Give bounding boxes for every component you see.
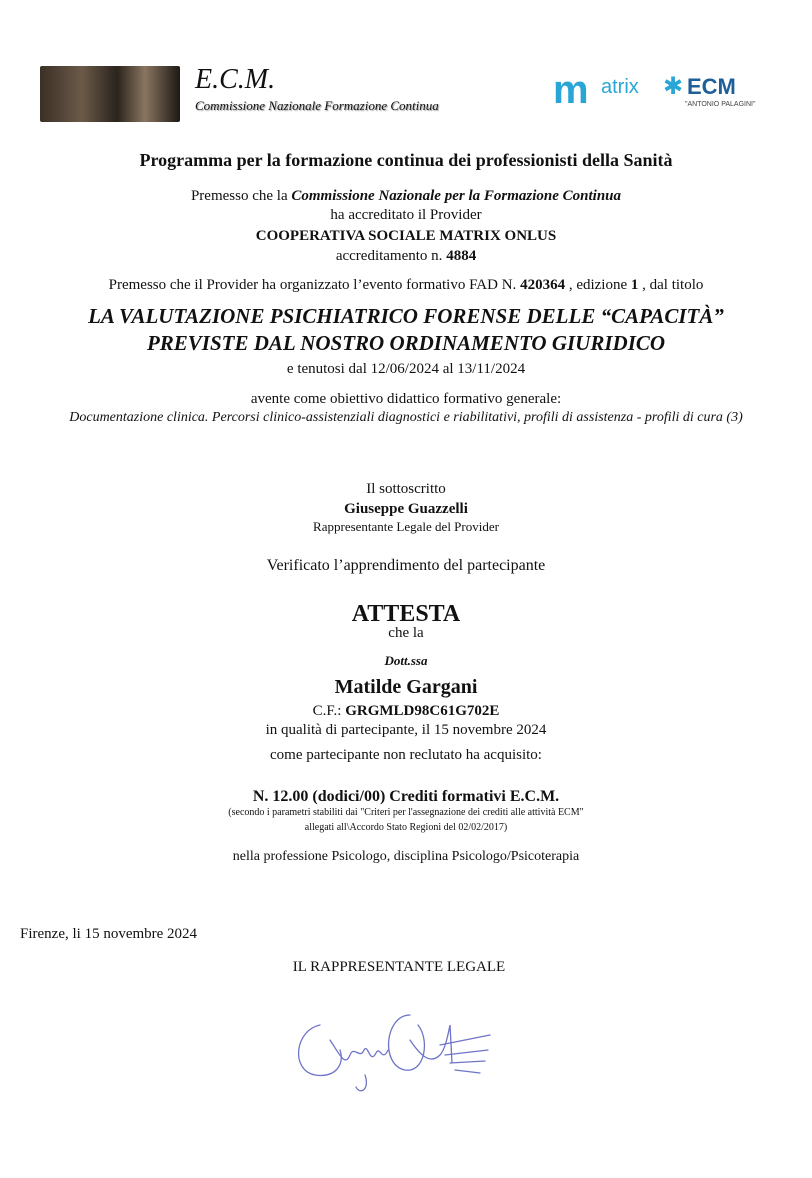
event-dates: e tenutosi dal 12/06/2024 al 13/11/2024 [286, 361, 526, 377]
signature [290, 995, 495, 1100]
fiscal-code-value: GRGMLD98C61G702E [345, 703, 500, 719]
premise-commission [0, 186, 812, 206]
attesta-heading: ATTESTA [351, 601, 461, 627]
certificate-heading: Programma per la formazione continua dei professionisti della Sanità [139, 150, 673, 170]
objective-text: Documentazione clinica. Percorsi clinico-assistenziali diagnostici e riabilitativi, profili di assistenza - profili di cura (3) [69, 410, 743, 425]
objective-label: avente come obiettivo didattico formativo generale: [250, 391, 562, 407]
criteria-line2: allegati all\Accordo Stato Regioni del 02/02/2017) [304, 822, 508, 833]
premise-text: Premesso che la [190, 188, 292, 204]
matrix-logo-m: m [553, 68, 589, 112]
undersigned-label: Il sottoscritto [366, 481, 446, 497]
commission-name: Commissione Nazionale per la Formazione Continua [291, 188, 622, 204]
premise-event-mid: , edizione [565, 277, 631, 293]
matrix-logo-word: atrix [601, 76, 639, 98]
premise-accredited: ha accreditato il Provider [330, 207, 482, 223]
place-date: Firenze, li 15 novembre 2024 [20, 926, 198, 942]
signatory-label: IL RAPPRESENTANTE LEGALE [292, 959, 506, 975]
premise-event-suffix: , dal titolo [638, 277, 704, 293]
ecm-logo [40, 62, 460, 124]
matrix-ecm-logo [553, 68, 763, 116]
accreditation [0, 246, 812, 266]
ecm-logo-title: E.C.M. [195, 64, 276, 95]
che-la: che la [388, 625, 424, 641]
participant-name: Matilde Gargani [334, 676, 478, 698]
ecm-logo-subtitle: Commissione Nazionale Formazione Continua [195, 98, 439, 113]
event-title-line1: LA VALUTAZIONE PSICHIATRICO FORENSE DELLE “CAPACITÀ” [88, 304, 724, 328]
verified-text: Verificato l’apprendimento del partecipante [266, 557, 546, 574]
matrix-logo-subtitle: "ANTONIO PALAGINI" [685, 101, 756, 108]
criteria-line1: (secondo i parametri stabiliti dai "Criteri per l'assegnazione dei crediti alle attività ECM" [228, 807, 584, 818]
credits: N. 12.00 (dodici/00) Crediti formativi E.C.M. [252, 788, 560, 805]
ecm-painting-image [40, 66, 180, 122]
edition-number: 1 [630, 277, 639, 293]
fiscal-code-label: C.F.: [312, 703, 346, 719]
participant-title: Dott.ssa [384, 653, 428, 668]
undersigned-name: Giuseppe Guazzelli [344, 501, 468, 517]
premise-event-text: Premesso che il Provider ha organizzato l’evento formativo FAD N. [108, 277, 521, 293]
event-title-line2: PREVISTE DAL NOSTRO ORDINAMENTO GIURIDICO [146, 331, 666, 355]
matrix-logo-ecm: ECM [687, 74, 736, 99]
undersigned-role: Rappresentante Legale del Provider [313, 519, 499, 534]
profession: nella professione Psicologo, disciplina Psicologo/Psicoterapia [232, 849, 580, 864]
event-number: 420364 [520, 277, 566, 293]
premise-event [0, 275, 812, 295]
accreditation-label: accreditamento n. [335, 248, 447, 264]
medical-star-icon: ✱ [663, 72, 684, 100]
provider-name: COOPERATIVA SOCIALE MATRIX ONLUS [255, 228, 557, 244]
accreditation-number: 4884 [446, 248, 477, 264]
fiscal-code [0, 701, 812, 721]
participant-date: in qualità di partecipante, il 15 novembre 2024 [265, 722, 547, 738]
acquired-text: come partecipante non reclutato ha acquisito: [270, 747, 542, 763]
